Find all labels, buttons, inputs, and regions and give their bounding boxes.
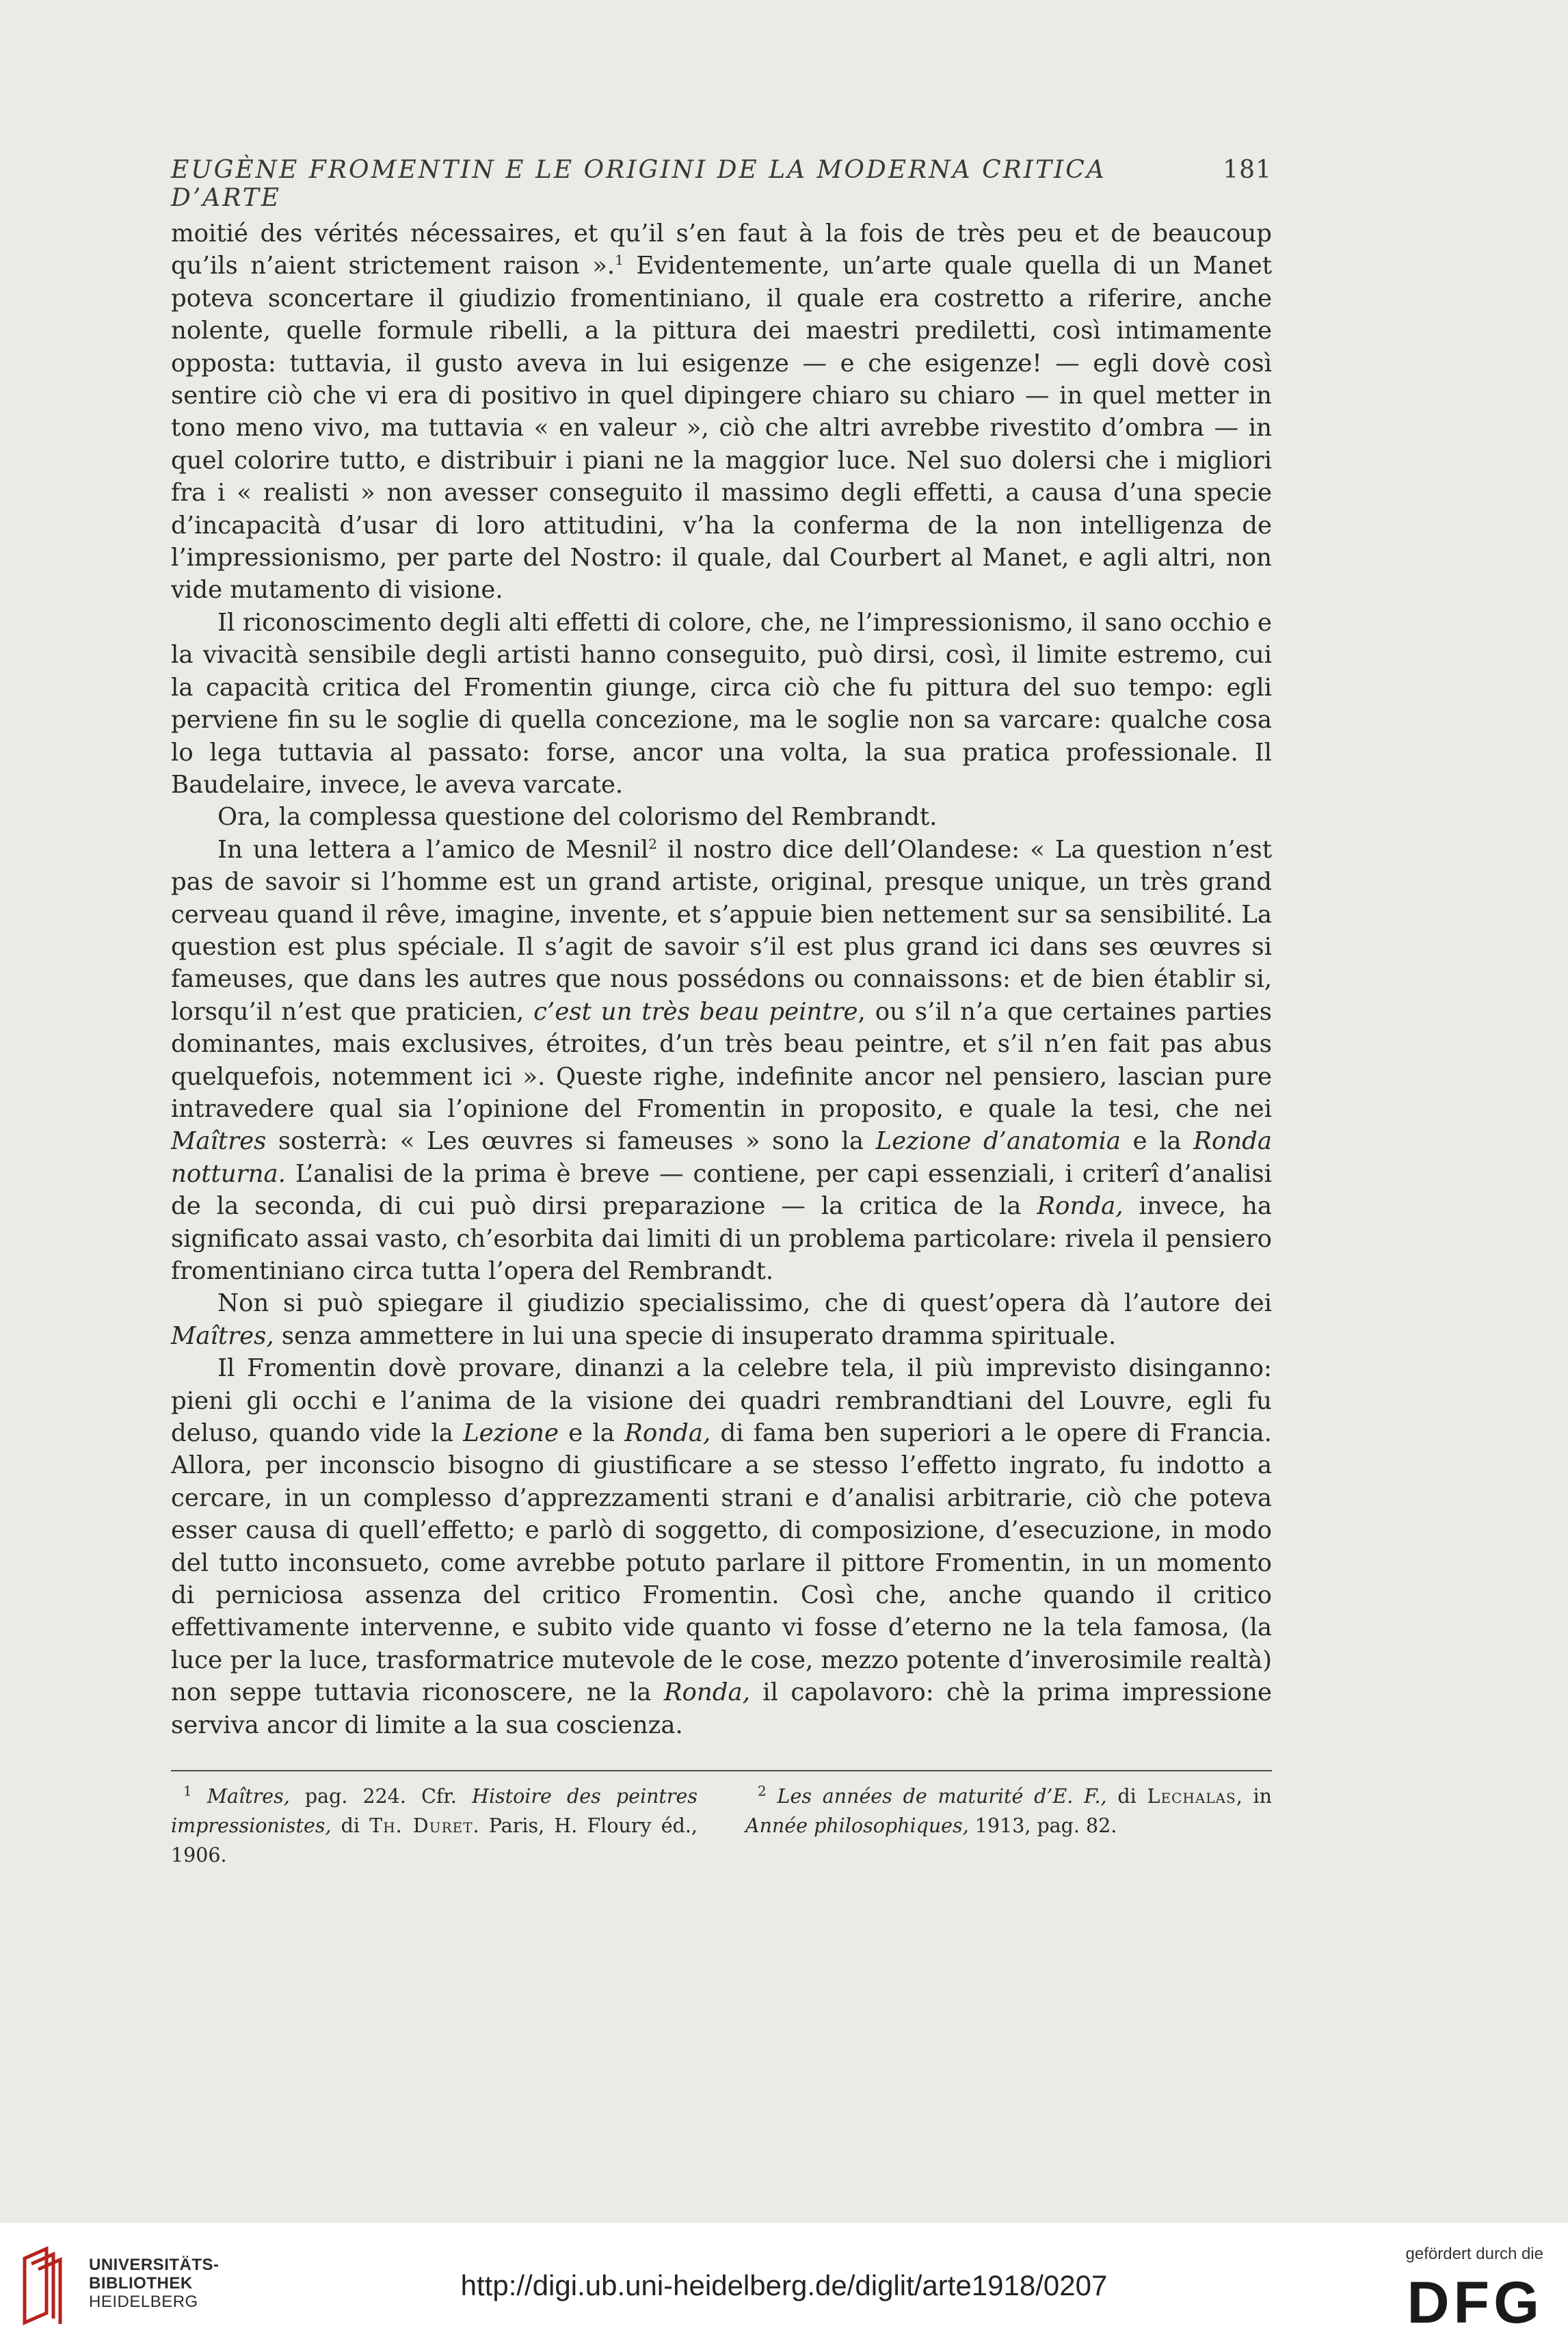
- body-text: [171, 217, 1272, 1741]
- paragraph: moitié des vérités nécessaires, et qu’il s’en faut à la fois de très peu et de beaucoup qu’ils n’aient strictement raison ».$^1$ Evidentemente, un’arte quale quella di un Manet poteva sconcertare il giudizio fromentiniano, il quale era costretto a riferire, anche nolente, quelle formule ribelli, a la pittura dei maestri prediletti, così intimamente opposta: tuttavia, il gusto aveva in lui esigenze — e che esigenze! — egli dovè così sentire ciò che vi era di positivo in quel dipingere chiaro su chiaro — in quel metter in tono meno vivo, ma tuttavia « en valeur », ciò che altri avrebbe rivestito d’ombra — in quel colorire tutto, e distribuir i piani ne la maggior luce. Nel suo dolersi che i migliori fra i « realisti » non avesser conseguito il massimo degli effetti, a causa d’una specie d’incapacità d’usar di loro attitudini, v’ha la conferma de la non intelligenza de l’impressionismo, per parte del Nostro: il quale, dal Courbert al Manet, e agli altri, non vide mutamento di visione.: [171, 220, 1272, 605]
- library-name: UNIVERSITÄTS- BIBLIOTHEK HEIDELBERG: [89, 2256, 220, 2311]
- running-header: [171, 156, 1272, 212]
- footnote-rule: [171, 1770, 1272, 1771]
- paragraph: Il Fromentin dovè provare, dinanzi a la celebre tela, il più imprevisto disinganno: pieni gli occhi e l’anima de la visione dei quadri rembrandtiani del Louvre, egli fu deluso, quando vide la Lezione e la Ronda, di fama ben superiori a le opere di Francia. Allora, per inconscio bisogno di giustificare a se stesso l’effetto ingrato, fu indotto a cercare, in un complesso d’apprezzamenti strani e d’analisi arbitrarie, ciò che poteva esser causa di quell’effetto; e parlò di soggetto, di composizione, d’esecuzione, in modo del tutto inconsueto, come avrebbe potuto parlare il pittore Fromentin, in un momento di perniciosa assenza del critico Fromentin. Così che, anche quando il critico effettivamente intervenne, e subito vide quanto vi fosse d’eterno ne la tela famosa, (la luce per la luce, trasformatrice mutevole de le cose, mezzo potente d’inverosimile realtà) non seppe tuttavia riconoscere, ne la Ronda, il capolavoro: chè la prima impressione serviva ancor di limite a la sua coscienza.: [171, 1354, 1272, 1739]
- footer-bar: [0, 2223, 1568, 2350]
- footnote: $^2$ Les années de maturité d’E. F., di Lechalas, in Année philosophiques, 1913, pag. 82.: [745, 1782, 1273, 1837]
- paragraph: Non si può spiegare il giudizio specialissimo, che di quest’opera dà l’autore dei Maîtres, senza ammettere in lui una specie di insuperato dramma spirituale.: [171, 1289, 1272, 1350]
- dfg-logo: DFG: [1407, 2270, 1543, 2336]
- running-title: EUGÈNE FROMENTIN E LE ORIGINI DE LA MODERNA CRITICA D’ARTE: [171, 156, 1106, 212]
- page-number: 181: [1223, 156, 1272, 184]
- footnotes: [171, 1782, 1272, 1870]
- paragraph: Il riconoscimento degli alti effetti di colore, che, ne l’impressionismo, il sano occhio e la vivacità sensibile degli artisti hanno conseguito, può dirsi, così, il limite estremo, cui la capacità critica del Fromentin giunge, circa ciò che fu pittura del suo tempo: egli perviene fin su le soglie di quella concezione, ma le soglie non sa varcare: qualche cosa lo lega tuttavia al passato: forse, ancor una volta, la sua pratica professionale. Il Baudelaire, invece, le aveva varcate.: [171, 608, 1272, 799]
- funder-caption: gefördert durch die: [1405, 2245, 1543, 2263]
- permalink-url[interactable]: http://digi.ub.uni-heidelberg.de/diglit/arte1918/0207: [460, 2269, 1108, 2301]
- footnote: $^1$ Maîtres, pag. 224. Cfr. Histoire des peintres impressionistes, di Th. Duret. Paris, H. Floury éd., 1906.: [171, 1782, 697, 1866]
- paragraph: In una lettera a l’amico de Mesnil$^2$ il nostro dice dell’Olandese: « La question n’est pas de savoir si l’homme est un grand artiste, original, presque unique, un très grand cerveau quand il rêve, imagine, invente, et s’appuie bien nettement sur sa sensibilité. La question est plus spéciale. Il s’agit de savoir s’il est plus grand ici dans ses œuvres si fameuses, que dans les autres que nous possédons ou connaissons: et de bien établir si, lorsqu’il n’est que praticien, c’est un très beau peintre, ou s’il n’a que certaines parties dominantes, mais exclusives, étroites, d’un très beau peintre, et s’il n’en fait pas abus quelquefois, notemment ici ». Queste righe, indefinite ancor nel pensiero, lascian pure intravedere qual sia l’opinione del Fromentin in proposito, e quale la tesi, che nei Maîtres sosterrà: « Les œuvres si fameuses » sono la Lezione d’anatomia e la Ronda notturna. L’analisi de la prima è breve — contiene, per capi essenziali, i criterî d’analisi de la seconda, di cui può dirsi preparazione — la critica de la Ronda, invece, ha significato assai vasto, ch’esorbita dai limiti di un problema particolare: rivela il pensiero fromentiniano circa tutta l’opera del Rembrandt.: [171, 835, 1273, 1285]
- paragraph: Ora, la complessa questione del colorismo del Rembrandt.: [217, 803, 938, 832]
